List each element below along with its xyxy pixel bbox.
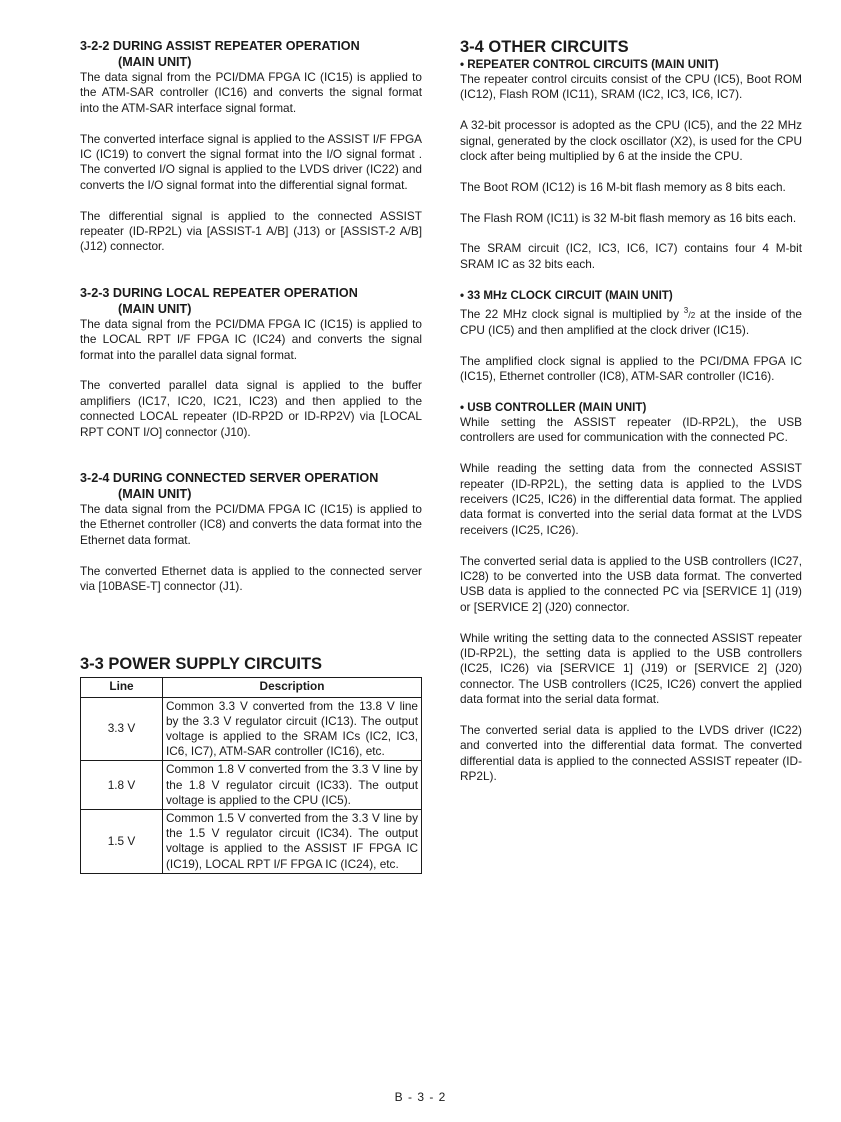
paragraph: The data signal from the PCI/DMA FPGA IC (IC15) is applied to the LOCAL RPT I/F FPGA IC (IC24) and converts the signal format into the parallel data signal format. [80, 316, 422, 362]
page-number: B - 3 - 2 [394, 1090, 447, 1104]
heading-title: 3-2-2 DURING ASSIST REPEATER OPERATION [80, 39, 360, 53]
paragraph: The repeater control circuits consist of the CPU (IC5), Boot ROM (IC12), Flash ROM (IC11), SRAM (IC2, IC3, IC6, IC7). [460, 72, 802, 102]
cell-line: 1.5 V [81, 809, 163, 873]
paragraph: The converted interface signal is applied to the ASSIST I/F FPGA IC (IC19) to convert the signal format into the I/O signal format . The converted I/O signal is applied to the LVDS driver (IC22) and converts the I/O signal format into the differential signal format. [80, 131, 422, 192]
section-heading [80, 38, 422, 70]
section-3-2-4 [80, 470, 422, 594]
paragraph: The amplified clock signal is applied to the PCI/DMA FPGA IC (IC15), Ethernet controller (IC8), ATM-SAR controller (IC16). [460, 353, 802, 384]
section-heading [80, 470, 422, 502]
heading-title: 3-2-3 DURING LOCAL REPEATER OPERATION [80, 285, 358, 300]
paragraph: While reading the setting data from the connected ASSIST repeater (ID-RP2L), the setting data is applied to the LVDS receivers (IC25, IC26) in the differential data format. The applied data format is converted into the serial data format at the LVDS receivers (IC25, IC26). [460, 461, 802, 537]
cell-description: Common 1.8 V converted from the 3.3 V line by the 1.8 V regulator circuit (IC33). The output voltage is applied to the CPU (IC5). [163, 761, 422, 810]
paragraph: The Boot ROM (IC12) is 16 M-bit flash memory as 8 bits each. [460, 179, 786, 194]
table-header-row [81, 677, 422, 697]
heading-title: 3-2-4 DURING CONNECTED SERVER OPERATION [80, 471, 379, 486]
paragraph: The data signal from the PCI/DMA FPGA IC (IC15) is applied to the Ethernet controller (IC8) and converts the data format into the Ethernet data format. [80, 502, 422, 547]
section-3-2-3 [80, 285, 422, 440]
table-row [81, 761, 422, 810]
cell-line: 1.8 V [81, 761, 163, 810]
subsection-heading: • 33 MHz CLOCK CIRCUIT (MAIN UNIT) [460, 288, 673, 302]
paragraph: The converted serial data is applied to the USB controllers (IC27, IC28) to be converted into the USB data format. The converted USB data is applied to the connected PC via [SERVICE 1] (J19) or [SERVICE 2] (J20) connector. [460, 553, 802, 614]
clock-circuit-section [460, 288, 802, 385]
subsection-heading: • REPEATER CONTROL CIRCUITS (MAIN UNIT) [460, 58, 719, 71]
paragraph: While setting the ASSIST repeater (ID-RP2L), the USB controllers are used for communication with the connected PC. [460, 414, 802, 445]
section-heading: 3-4 OTHER CIRCUITS [460, 38, 629, 56]
left-column [80, 38, 422, 874]
section-heading [80, 285, 422, 317]
repeater-control-section [460, 57, 802, 272]
paragraph: The converted Ethernet data is applied to the connected server via [10BASE-T] connector (J1). [80, 563, 422, 594]
subsection-heading: • USB CONTROLLER (MAIN UNIT) [460, 400, 647, 414]
heading-sub: (MAIN UNIT) [118, 301, 192, 316]
section-3-3 [80, 655, 422, 874]
text-segment: The 22 MHz clock signal is multiplied by [460, 306, 684, 321]
heading-sub: (MAIN UNIT) [118, 487, 192, 502]
paragraph: The 22 MHz clock signal is multiplied by $^3$/2 at the inside of the CPU (IC5) and then amplified at the clock driver (IC15). [460, 305, 802, 337]
column-header-description: Description [163, 677, 422, 697]
paragraph: The converted serial data is applied to the LVDS driver (IC22) and converted into the differential data format. The converted differential data is applied to the connected ASSIST repeater (ID-RP2L). [460, 723, 802, 784]
paragraph: A 32-bit processor is adopted as the CPU (IC5), and the 22 MHz signal, generated by the clock oscillator (X2), is used for the CPU clock after being multiplied by 6 at the inside the CPU. [460, 118, 802, 164]
heading-sub: (MAIN UNIT) [118, 55, 192, 69]
paragraph: The differential signal is applied to the connected ASSIST repeater (ID-RP2L) via [ASSIST-1 A/B] (J13) or [ASSIST-2 A/B] (J12) connector. [80, 208, 422, 254]
cell-description: Common 1.5 V converted from the 3.3 V line by the 1.5 V regulator circuit (IC34). The output voltage is applied to the ASSIST IF FPGA IC (IC19), LOCAL RPT I/F FPGA IC (IC24), etc. [163, 809, 422, 873]
paragraph: While writing the setting data to the connected ASSIST repeater (ID-RP2L), the setting data is applied to the USB controllers (IC25, IC26) via [SERVICE 1] (J19) or [SERVICE 2] (J20) connector. The USB controllers (IC25, IC26) convert the applied data format into the serial data format. [460, 630, 802, 707]
paragraph: The Flash ROM (IC11) is 32 M-bit flash memory as 16 bits each. [460, 210, 797, 225]
column-header-line: Line [81, 677, 163, 697]
paragraph: The SRAM circuit (IC2, IC3, IC6, IC7) contains four 4 M-bit SRAM IC as 32 bits each. [460, 241, 802, 271]
section-3-2-2 [80, 38, 422, 255]
power-supply-table [80, 677, 422, 874]
paragraph: The converted parallel data signal is applied to the buffer amplifiers (IC17, IC20, IC21, IC23) and then applied to the connected LOCAL repeater (ID-RP2D or ID-RP2V) via [LOCAL RPT CONT I/O] connector (J10). [80, 378, 422, 439]
cell-description: Common 3.3 V converted from the 13.8 V line by the 3.3 V regulator circuit (IC13). The output voltage is applied to the SRAM ICs (IC2, IC3, IC6, IC7), ATM-SAR controller (IC16), etc. [163, 697, 422, 761]
fraction-numerator: 3 [683, 305, 689, 315]
table-row [81, 809, 422, 873]
text-segment: at the inside of the CPU (IC5) and then amplified at the clock driver (IC15). [460, 306, 802, 337]
section-heading: 3-3 POWER SUPPLY CIRCUITS [80, 654, 323, 673]
right-column [460, 38, 802, 785]
fraction-denominator: 2 [690, 310, 696, 320]
cell-line: 3.3 V [81, 697, 163, 761]
table-row [81, 697, 422, 761]
usb-controller-section [460, 400, 802, 785]
paragraph: The data signal from the PCI/DMA FPGA IC (IC15) is applied to the ATM-SAR controller (IC16) and converts the signal format into the ATM-SAR interface signal format. [80, 70, 422, 115]
